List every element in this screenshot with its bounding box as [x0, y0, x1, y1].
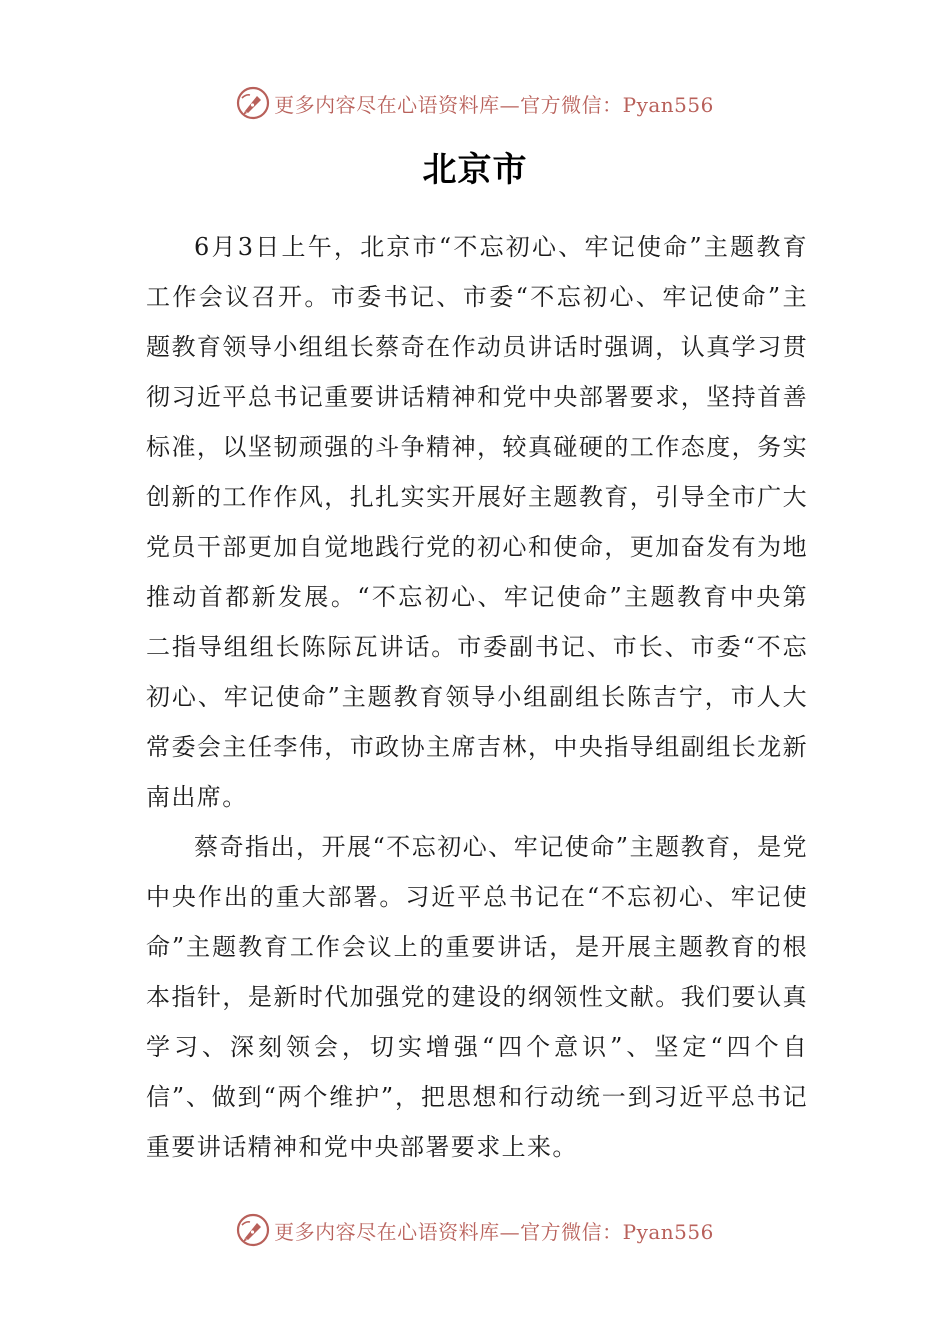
paragraph-1: 6月3日上午，北京市“不忘初心、牢记使命”主题教育工作会议召开。市委书记、市委“不忘初心、牢记使命”主题教育领导小组组长蔡奇在作动员讲话时强调，认真学习贯彻习近平总书记重要讲话精神和党中央部署要求，坚持首善标准，以坚韧顽强的斗争精神，较真碰硬的工作态度，务实创新的工作作风，扎扎实实开展好主题教育，引导全市广大党员干部更加自觉地践行党的初心和使命，更加奋发有为地推动首都新发展。“不忘初心、牢记使命”主题教育中央第二指导组组长陈际瓦讲话。市委副书记、市长、市委“不忘初心、牢记使命”主题教育领导小组副组长陈吉宁，市人大常委会主任李伟，市政协主席吉林，中央指导组副组长龙新南出席。: [146, 233, 808, 811]
document-title: 北京市: [422, 150, 528, 190]
document-body: [146, 222, 808, 1172]
footer-banner-text: 更多内容尽在心语资料库—官方微信：Pyan556: [274, 1219, 714, 1244]
paragraph-2: 蔡奇指出，开展“不忘初心、牢记使命”主题教育，是党中央作出的重大部署。习近平总书记在“不忘初心、牢记使命”主题教育工作会议上的重要讲话，是开展主题教育的根本指针，是新时代加强党的建设的纲领性文献。我们要认真学习、深刻领会，切实增强“四个意识”、坚定“四个自信”、做到“两个维护”，把思想和行动统一到习近平总书记重要讲话精神和党中央部署要求上来。: [146, 833, 808, 1161]
header-banner-text: 更多内容尽在心语资料库—官方微信：Pyan556: [274, 92, 714, 117]
pen-nib-logo-icon: [236, 1213, 270, 1247]
pen-nib-logo-icon: [236, 86, 270, 120]
footer-banner: [0, 1210, 950, 1250]
header-banner: [0, 83, 950, 123]
